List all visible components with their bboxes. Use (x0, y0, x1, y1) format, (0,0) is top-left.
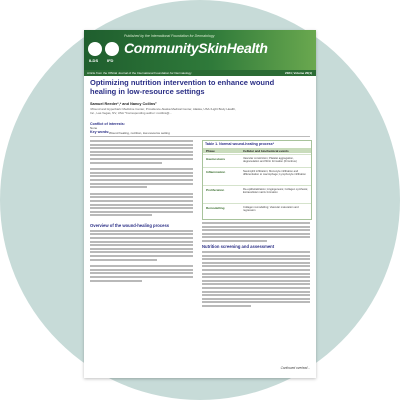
keywords-label: Key words: (90, 130, 110, 134)
article-affiliations: ¹Wound and Hyperbaric Medicine Center, Providence Alaska Medical Center, Alaska, USA ²Light Body Health, Inc., Las Vegas, NV, USA *Corresponding author: ncollins@... (90, 107, 236, 115)
body-text-line (90, 251, 193, 253)
body-text-line (202, 305, 251, 307)
journal-publisher-line: Published by the International Foundation for Dermatology (124, 34, 215, 38)
body-text-line (202, 294, 310, 296)
table-phase-cell: Inflammation (206, 170, 226, 174)
table-row (203, 154, 311, 167)
table-header-phase: Phase (206, 149, 215, 153)
table-title: Table 1. Normal wound-healing process* (205, 142, 275, 146)
body-text-line (202, 229, 310, 231)
body-text-line (90, 207, 193, 209)
body-text-line (90, 214, 152, 216)
continued-note: Continued overleaf... (280, 366, 310, 370)
table-row (203, 185, 311, 202)
body-text-line (202, 269, 310, 271)
body-text-line (202, 301, 310, 303)
left-column (90, 140, 193, 283)
body-text-line (202, 287, 310, 289)
section-heading-screening: Nutrition screening and assessment (202, 243, 275, 249)
body-text-line (90, 162, 162, 164)
body-text-line (90, 233, 193, 235)
wound-healing-table (202, 140, 312, 220)
article-title: Optimizing nutrition intervention to enhance wound healing in low-resource settings (90, 78, 275, 96)
article-authors: Samuel Reeder¹,* and Nancy Collins² (90, 102, 157, 106)
body-text-line (90, 276, 193, 278)
body-text-line (90, 186, 147, 188)
table-phase-cell: Remodelling (206, 206, 225, 210)
issue-volume: 2024; Volume 20(1) (285, 71, 312, 75)
body-text-line (202, 240, 267, 242)
table-events-cell: Collagen remodelling; Vascular maturation and regression (243, 205, 299, 212)
body-text-line (90, 241, 193, 243)
section-heading-overview: Overview of the wound-healing process (90, 222, 170, 228)
body-text-line (90, 230, 193, 232)
body-text-line (202, 298, 310, 300)
header-divider (90, 136, 310, 137)
body-text-line (202, 236, 310, 238)
body-text-line (202, 226, 310, 228)
journal-name: CommunitySkinHealth (124, 40, 268, 56)
body-text-line (90, 280, 142, 282)
body-text-line (90, 193, 193, 195)
body-text-line (90, 154, 193, 156)
body-text-line (90, 248, 193, 250)
body-text-line (90, 196, 193, 198)
table-row (203, 203, 311, 218)
body-text-line (202, 276, 310, 278)
body-text-line (90, 204, 193, 206)
body-text-line (90, 175, 193, 177)
body-text-line (202, 262, 310, 264)
body-text-line (202, 291, 310, 293)
body-text-line (90, 237, 193, 239)
body-text-line (90, 269, 193, 271)
ilds-logo-label: ILDS (89, 58, 99, 63)
table-phase-cell: Proliferation (206, 188, 225, 192)
body-text-line (90, 172, 193, 174)
body-text-line (90, 259, 157, 261)
journal-page (84, 30, 316, 378)
body-text-line (202, 273, 310, 275)
body-text-line (90, 255, 193, 257)
body-text-line (90, 272, 193, 274)
body-text-line (90, 183, 193, 185)
body-text-line (90, 200, 193, 202)
right-column (202, 222, 310, 308)
body-text-line (202, 265, 310, 267)
table-events-cell: Neutrophil infiltration; Monocyte infiltration and differentiation to macrophage; Lymphocyte infiltration (243, 169, 306, 176)
body-text-line (90, 211, 193, 213)
body-text-line (202, 258, 310, 260)
body-text-line (90, 144, 193, 146)
body-text-line (90, 140, 193, 142)
table-events-cell: Re-epithelialization; Angiogenesis; Collagen synthesis; Extracellular matrix formation (243, 187, 308, 194)
ifd-logo-label: IFD (107, 58, 114, 63)
table-header-events: Cellular and biochemical events (243, 149, 289, 153)
body-text-line (202, 222, 310, 224)
body-text-line (90, 147, 193, 149)
conflict-value: None (90, 126, 98, 130)
body-text-line (90, 168, 193, 170)
body-text-line (90, 179, 193, 181)
table-events-cell: Vascular constriction; Platelet aggregation, degranulation and fibrin formation (thrombus) (243, 156, 297, 163)
ilds-logo-icon (88, 42, 102, 56)
keywords-value: Wound healing, nutrition, low-resource setting (109, 130, 170, 135)
table-phase-cell: Haemostasis (206, 157, 226, 161)
ifd-logo-icon (105, 42, 119, 56)
body-text-line (90, 158, 193, 160)
issue-strip-left: Article from the Official Journal of the International Foundation for Dermatology (87, 71, 192, 75)
body-text-line (202, 233, 310, 235)
body-text-line (202, 255, 310, 257)
body-text-line (202, 251, 310, 253)
body-text-line (202, 283, 310, 285)
body-text-line (202, 280, 310, 282)
body-text-line (90, 265, 193, 267)
table-row (203, 167, 311, 184)
body-text-line (90, 151, 193, 153)
conflict-label: Conflict of interests: (90, 122, 125, 126)
body-text-line (90, 244, 193, 246)
